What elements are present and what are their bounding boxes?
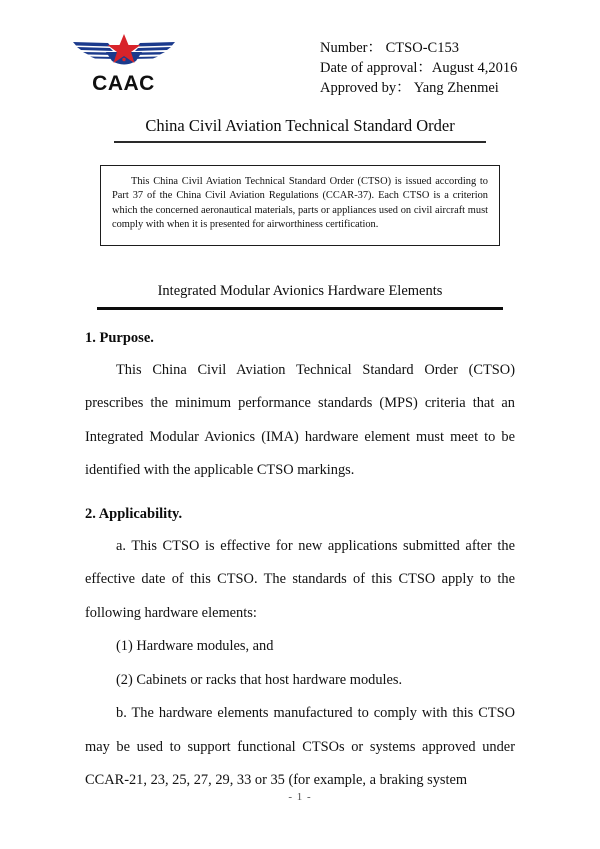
section-heading-applicability: 2. Applicability. <box>85 505 183 522</box>
meta-date-of-approval: Date of approval：August 4,2016 <box>320 60 518 76</box>
list-item-hardware-modules: (1) Hardware modules, and <box>116 638 274 655</box>
document-subtitle-block <box>97 280 503 310</box>
section-purpose-paragraph: This China Civil Aviation Technical Standard Order (CTSO) prescribes the minimum performance standards (MPS) criteria that an Integrated Modular Avionics (IMA) hardware element must meet to be identified with the applicable CTSO markings. <box>85 361 515 479</box>
caac-winged-star-logo <box>72 30 176 72</box>
approval-metadata <box>235 30 600 98</box>
document-header <box>0 0 600 96</box>
page-number: - 1 - <box>288 791 312 803</box>
title-divider <box>114 141 486 143</box>
applicability-paragraph-b: b. The hardware elements manufactured to comply with this CTSO may be used to support functional CTSOs or systems approved under CCAR-21, 23, 25, 27, 29, 33 or 35 (for example, a braking system <box>85 705 515 789</box>
section-spacer <box>85 488 515 500</box>
list-item-cabinets-racks: (2) Cabinets or racks that host hardware modules. <box>116 671 403 688</box>
caac-wordmark: CAAC <box>92 72 155 95</box>
ctso-notice-box <box>100 165 500 246</box>
meta-number: Number： CTSO-C153 <box>320 40 459 56</box>
applicability-paragraph-a: a. This CTSO is effective for new applications submitted after the effective date of this CTSO. The standards of this CTSO apply to the following hardware elements: <box>85 537 515 621</box>
document-subtitle: Integrated Modular Avionics Hardware Elements <box>157 282 443 299</box>
section-heading-purpose: 1. Purpose. <box>85 329 154 346</box>
document-footer <box>0 787 600 805</box>
document-title: China Civil Aviation Technical Standard Order <box>145 116 455 135</box>
caac-logo <box>0 30 235 94</box>
document-title-block <box>114 114 486 143</box>
ctso-notice-text: This China Civil Aviation Technical Standard Order (CTSO) is issued according to Part 37 of the China Civil Aviation Regulations (CCAR-37). Each CTSO is a criterion which the concerned aeronautical materials, parts or appliances used on civil aircraft must comply with when it is presented for airworthiness certification. <box>112 176 488 231</box>
document-body <box>85 310 515 798</box>
meta-approved-by: Approved by： Yang Zhenmei <box>320 80 499 96</box>
